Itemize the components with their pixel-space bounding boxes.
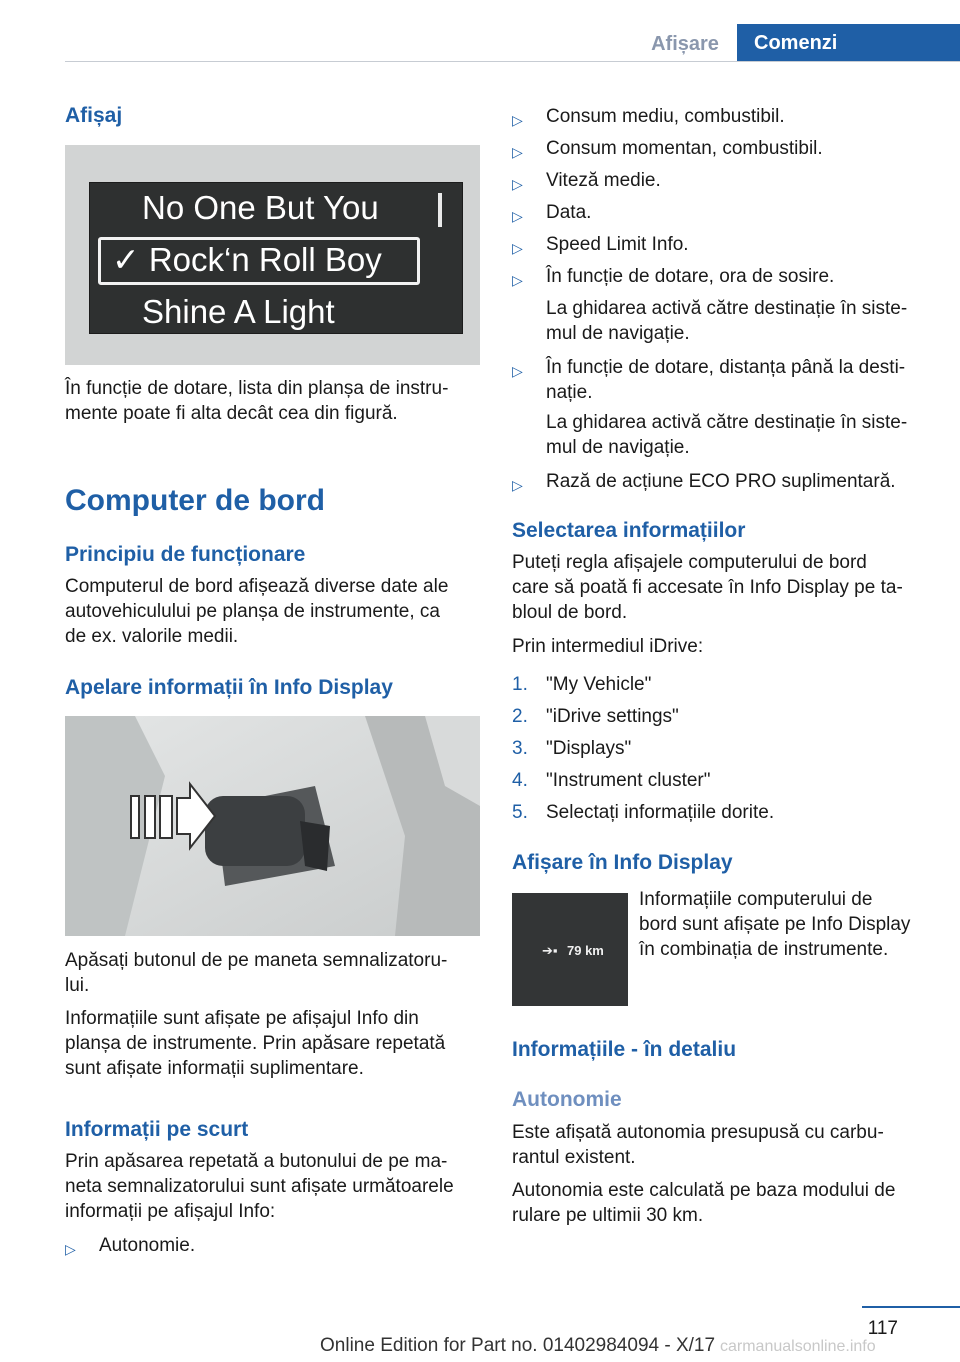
heading-informatii-pe-scurt: Informații pe scurt	[65, 1118, 249, 1141]
bullet-text-continuation: nație.	[546, 382, 593, 403]
instrument-display-image	[65, 145, 480, 365]
bullet-text: Speed Limit Info.	[546, 234, 689, 255]
bullet-text: Rază de acțiune ECO PRO suplimentară.	[546, 471, 896, 492]
display-list-item: No One But You	[142, 189, 379, 226]
principiu-text-line: autovehiculului pe planșa de instrumente, ca	[65, 601, 440, 622]
autonomie-text-line: rantul existent.	[512, 1147, 636, 1168]
info-text-line: Informațiile sunt afișate pe afișajul Info din	[65, 1008, 419, 1029]
bullet-text: În funcție de dotare, ora de sosire.	[546, 266, 835, 287]
heading-afisaj: Afișaj	[65, 104, 123, 127]
fuel-pump-arrow-icon: ➔▪	[542, 943, 558, 958]
footer-divider	[862, 1306, 960, 1308]
heading-apelare: Apelare informații în Info Display	[65, 676, 393, 699]
principiu-text-line: de ex. valorile medii.	[65, 626, 239, 647]
display-screen	[89, 182, 463, 334]
bullet-text: Consum momentan, combustibil.	[546, 138, 823, 159]
apasati-text-line: Apăsați butonul de pe maneta semnalizatoru‐	[65, 950, 448, 971]
principiu-text-line: Computerul de bord afișează diverse date ale	[65, 576, 449, 597]
step-text: "My Vehicle"	[546, 674, 652, 695]
scurt-text-line: informații pe afișajul Info:	[65, 1201, 276, 1222]
autonomie-text-line: Este afișată autonomia presupusă cu carbu‐	[512, 1122, 884, 1143]
bullet-text: Data.	[546, 202, 592, 223]
afisare-text-line: Informațiile computerului de	[639, 889, 873, 910]
scrollbar-indicator	[438, 193, 442, 227]
heading-autonomie: Autonomie	[512, 1088, 622, 1111]
autonomie-text-line: rulare pe ultimii 30 km.	[512, 1205, 704, 1226]
header-tab-afisare[interactable]: Afișare	[651, 33, 719, 55]
selectarea-text-line: care să poată fi accesate în Info Display pe ta‐	[512, 577, 903, 598]
step-text: "iDrive settings"	[546, 706, 679, 727]
heading-computer-de-bord: Computer de bord	[65, 484, 325, 517]
turn-signal-lever-image	[65, 716, 480, 936]
watermark-text: carmanualsonline.info	[720, 1338, 876, 1355]
apasati-text-line: lui.	[65, 975, 90, 996]
triangle-bullet-icon: ▷	[512, 272, 523, 288]
display-list-item: Shine A Light	[142, 293, 335, 330]
step-number: 2.	[512, 706, 528, 727]
triangle-bullet-icon: ▷	[65, 1241, 76, 1257]
bullet-text: Consum mediu, combustibil.	[546, 106, 785, 127]
heading-afisare-info-display: Afișare în Info Display	[512, 851, 733, 874]
bullet-subtext-line: mul de navigație.	[546, 437, 690, 458]
bullet-subtext-line: La ghidarea activă către destinație în siste‐	[546, 412, 908, 433]
range-value: 79 km	[567, 943, 604, 958]
info-display-range-image	[512, 893, 628, 1006]
header-divider	[65, 61, 960, 62]
step-text: "Instrument cluster"	[546, 770, 711, 791]
triangle-bullet-icon: ▷	[512, 176, 523, 192]
info-text-line: planșa de instrumente. Prin apăsare repetată	[65, 1033, 446, 1054]
afisaj-caption-line: mente poate fi alta decât cea din figură.	[65, 403, 398, 424]
display-list-item-selected: ✓ Rock‘n Roll Boy	[112, 241, 382, 278]
afisare-text-line: în combinația de instrumente.	[639, 939, 889, 960]
triangle-bullet-icon: ▷	[512, 208, 523, 224]
step-number: 1.	[512, 674, 528, 695]
afisaj-caption-line: În funcție de dotare, lista din planșa de instru‐	[65, 378, 449, 399]
heading-selectarea: Selectarea informațiilor	[512, 519, 746, 542]
prin-idrive-text: Prin intermediul iDrive:	[512, 636, 704, 657]
selectarea-text-line: Puteți regla afișajele computerului de bord	[512, 552, 867, 573]
autonomie-text-line: Autonomia este calculată pe baza modului de	[512, 1180, 896, 1201]
selectarea-text-line: bloul de bord.	[512, 602, 628, 623]
triangle-bullet-icon: ▷	[512, 144, 523, 160]
step-number: 5.	[512, 802, 528, 823]
triangle-bullet-icon: ▷	[512, 112, 523, 128]
step-number: 4.	[512, 770, 528, 791]
edition-text: Online Edition for Part no. 01402984094 - X/17	[320, 1335, 716, 1356]
step-number: 3.	[512, 738, 528, 759]
step-text: Selectați informațiile dorite.	[546, 802, 775, 823]
triangle-bullet-icon: ▷	[512, 477, 523, 493]
bullet-subtext-line: mul de navigație.	[546, 323, 690, 344]
scurt-text-line: Prin apăsarea repetată a butonului de pe ma‐	[65, 1151, 448, 1172]
triangle-bullet-icon: ▷	[512, 240, 523, 256]
info-text-line: sunt afișate informații suplimentare.	[65, 1058, 364, 1079]
scurt-text-line: neta semnalizatorului sunt afișate următoarele	[65, 1176, 454, 1197]
heading-informatiile-detaliu: Informațiile - în detaliu	[512, 1038, 737, 1061]
page-number: 117	[867, 1318, 898, 1339]
triangle-bullet-icon: ▷	[512, 363, 523, 379]
heading-principiu: Principiu de funcționare	[65, 543, 306, 566]
bullet-text: În funcție de dotare, distanța până la desti‐	[546, 357, 906, 378]
bullet-subtext-line: La ghidarea activă către destinație în siste‐	[546, 298, 908, 319]
bullet-text: Viteză medie.	[546, 170, 661, 191]
step-text: "Displays"	[546, 738, 632, 759]
header-tab-comenzi[interactable]: Comenzi	[737, 24, 960, 62]
afisare-text-line: bord sunt afișate pe Info Display	[639, 914, 911, 935]
lever-illustration	[65, 716, 480, 936]
bullet-text: Autonomie.	[99, 1235, 196, 1256]
